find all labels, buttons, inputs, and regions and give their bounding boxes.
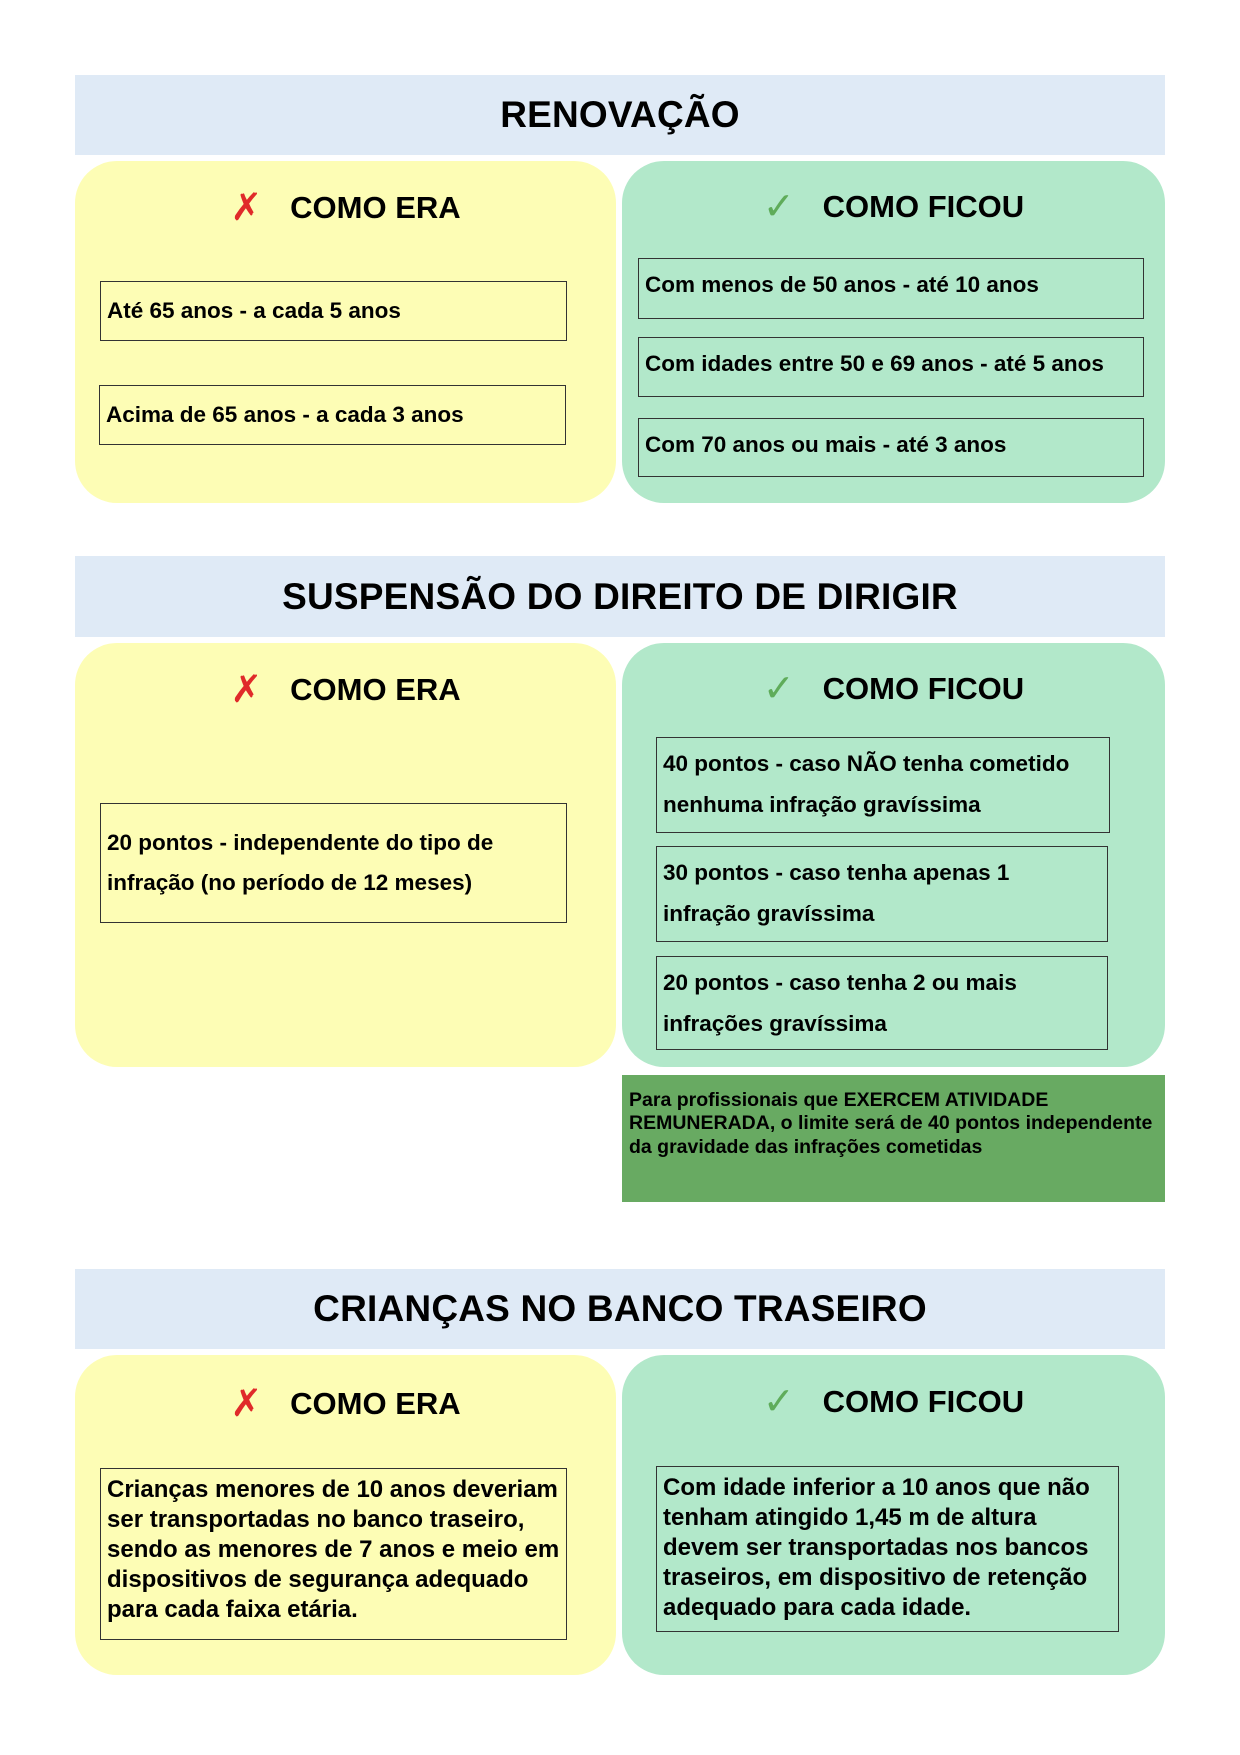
heading-label: COMO ERA bbox=[290, 1386, 461, 1421]
old-item: Acima de 65 anos - a cada 3 anos bbox=[99, 385, 566, 445]
new-item: Com 70 anos ou mais - até 3 anos bbox=[638, 418, 1144, 477]
panel-como-ficou-criancas bbox=[622, 1355, 1165, 1675]
heading-label: COMO ERA bbox=[290, 672, 461, 707]
panel-como-ficou-suspensao bbox=[622, 643, 1165, 1067]
old-item: Crianças menores de 10 anos deveriam ser transportadas no banco traseiro, sendo as menores de 7 anos e meio em dispositivos de segurança adequado para cada faixa etária. bbox=[100, 1468, 567, 1640]
panel-heading bbox=[622, 188, 1165, 226]
new-item: 40 pontos - caso NÃO tenha cometido nenhuma infração gravíssima bbox=[656, 737, 1110, 833]
new-item: Com menos de 50 anos - até 10 anos bbox=[638, 258, 1144, 319]
x-icon: ✗ bbox=[230, 669, 263, 711]
new-item: Com idades entre 50 e 69 anos - até 5 anos bbox=[638, 337, 1144, 397]
panel-heading bbox=[622, 1383, 1165, 1421]
panel-como-era-suspensao bbox=[75, 643, 616, 1067]
note-atividade-remunerada: Para profissionais que EXERCEM ATIVIDADE REMUNERADA, o limite será de 40 pontos independente da gravidade das infrações cometidas bbox=[622, 1075, 1165, 1202]
heading-label: COMO ERA bbox=[290, 190, 461, 225]
old-item: 20 pontos - independente do tipo de infração (no período de 12 meses) bbox=[100, 803, 567, 923]
section-title-renovacao: RENOVAÇÃO bbox=[75, 75, 1165, 155]
panel-heading bbox=[75, 189, 616, 227]
new-item: 30 pontos - caso tenha apenas 1 infração gravíssima bbox=[656, 846, 1108, 942]
panel-como-era-renovacao bbox=[75, 161, 616, 503]
new-item: 20 pontos - caso tenha 2 ou mais infrações gravíssima bbox=[656, 956, 1108, 1050]
section-title-criancas: CRIANÇAS NO BANCO TRASEIRO bbox=[75, 1269, 1165, 1349]
panel-heading bbox=[622, 670, 1165, 708]
heading-label: COMO FICOU bbox=[822, 189, 1025, 224]
heading-label: COMO FICOU bbox=[822, 671, 1025, 706]
x-icon: ✗ bbox=[230, 1383, 263, 1425]
panel-heading bbox=[75, 671, 616, 709]
check-icon: ✓ bbox=[762, 668, 795, 710]
panel-como-ficou-renovacao bbox=[622, 161, 1165, 503]
old-item: Até 65 anos - a cada 5 anos bbox=[100, 281, 567, 341]
x-icon: ✗ bbox=[230, 187, 263, 229]
check-icon: ✓ bbox=[762, 1381, 795, 1423]
heading-label: COMO FICOU bbox=[822, 1384, 1025, 1419]
section-title-suspensao: SUSPENSÃO DO DIREITO DE DIRIGIR bbox=[75, 556, 1165, 637]
panel-heading bbox=[75, 1385, 616, 1423]
new-item: Com idade inferior a 10 anos que não tenham atingido 1,45 m de altura devem ser transportadas nos bancos traseiros, em dispositivo de retenção adequado para cada idade. bbox=[656, 1466, 1119, 1632]
check-icon: ✓ bbox=[762, 186, 795, 228]
panel-como-era-criancas bbox=[75, 1355, 616, 1675]
